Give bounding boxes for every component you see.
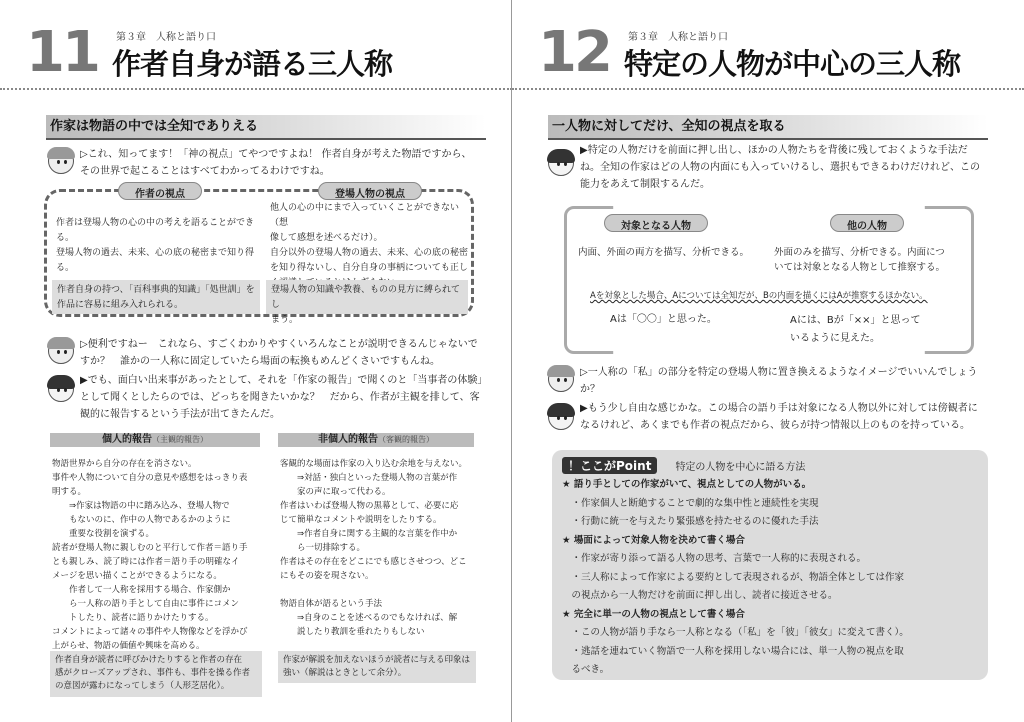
personal-report-line: 読者が登場人物に親しむのと平行して作者＝語り手 xyxy=(52,543,248,553)
personal-report-summary: 作者自身が読者に呼びかけたりすると作者の存在 感がクローズアップされ、事件も、事件を操る作者 の意図が露わになってしまう（人形芝居化）。 xyxy=(50,651,262,697)
point-bullet-item: ・行動に統一を与えたり緊張感を持たせるのに優れた手法 xyxy=(562,516,819,527)
author-view-text: 作者は登場人物の心の中の考えを語ることができ る。 登場人物の過去、未来、心の底の秘密まで知り得る。 xyxy=(56,218,255,273)
dotted-divider xyxy=(512,88,1024,90)
impersonal-report-line xyxy=(280,583,476,597)
pill-other-person: 他の人物 xyxy=(830,214,904,232)
pill-character-view: 登場人物の視点 xyxy=(318,182,422,200)
impersonal-report-line: ⇒作者自身に関する主観的な言葉を作中か xyxy=(280,529,458,539)
char-view-text: 他人の心の中にまで入っていくことができない（想 像して感想を述べるだけ）。 自分以外の登場人物の過去、未来、心の底の秘密 を知り得ないし、自分自身の事柄についても正し xyxy=(270,203,469,273)
example-b: Aには、Bが「××」と思って いるように見えた。 xyxy=(790,315,921,344)
example-note: Aを対象とした場合、Aについては全知だが、Bの内面を描くにはAが推察するほかない。 xyxy=(590,291,928,301)
chapter-label: 第３章 人称と語り口 xyxy=(116,32,216,43)
point-header xyxy=(562,457,805,476)
impersonal-report-text xyxy=(280,457,476,639)
impersonal-report-line: 説したり教訓を垂れたりもしない xyxy=(280,627,425,637)
personal-report-text xyxy=(52,457,262,653)
personal-report-header: 個人的報告（主観的報告） xyxy=(50,433,260,447)
personal-report-line: もないのに、作中の人物であるかのように xyxy=(52,515,231,525)
point-bullet-item: るべき。 xyxy=(562,664,610,675)
personal-report-line: コメントによって諸々の事件や人物像などを浮かび xyxy=(52,627,248,637)
point-heading-item: ★ 場面によって対象人物を決めて書く場合 xyxy=(562,534,745,546)
point-bullet-item: ・この人物が語り手なら一人称となる（「私」を「彼」「彼女」に変えて書く）。 xyxy=(562,627,909,638)
author-view-summary: 作者自身の持つ、「百科事典的知識」「処世訓」を 作品に容易に組み入れられる。 xyxy=(52,280,260,314)
impersonal-report-line: ら一切排除する。 xyxy=(280,543,366,553)
dialog-teacher-2: ▶もう少し自由な感じかな。この場合の語り手は対象になる人物以外に対しては傍観者に なるけれど、あくまでも作者の視点だから、彼らが持つ情報以上のものを持っている。 xyxy=(580,403,978,431)
dialog-teacher-1: ▶特定の人物だけを前面に押し出し、ほかの人物たちを背後に残しておくような手法だ ね。全知の作家はどの人物の内面にも入っていけるし、選択もできるわけだけれど、この 能力をあえて制限するんだ。 xyxy=(580,145,980,190)
point-badge: ！ここがPoint xyxy=(562,457,657,474)
page-number: 12 xyxy=(538,20,610,85)
personal-report-line: 作者して一人称を採用する場合、作家側か xyxy=(52,585,231,595)
dialog-student-2: ▷便利ですねー これなら、すごくわかりやすくいろんなことが説明できるんじゃないで すか？ 誰かの一人称に固定していたら場面の転換もめんどくさいですもんね。 xyxy=(80,339,478,367)
point-heading-item: ★ 完全に単一の人物の視点として書く場合 xyxy=(562,608,745,620)
dialog-student-1: ▷これ、知ってます！「神の視点」てやつですよね！ 作者自身が考えた物語ですから、 その世界で起こることはすべてわかってるわけですね。 xyxy=(80,149,472,177)
personal-report-line: 物語世界から自分の存在を消さない。 xyxy=(52,459,197,469)
impersonal-report-summary: 作家が解説を加えないほうが読者に与える印象は 強い（解説はときとして余分）。 xyxy=(278,651,476,683)
point-bullet-item: ・作家個人と断絶することで劇的な集中性と連続性を実現 xyxy=(562,497,819,509)
impersonal-report-line: ⇒対話・独白といった登場人物の言葉が作 xyxy=(280,473,458,483)
impersonal-report-line: 作者はその存在をどこにでも感じさせつつ、どこ xyxy=(280,557,467,567)
right-page xyxy=(512,0,1024,722)
personal-report-line: 上がらせ、物語の価値や興味を高める。 xyxy=(52,641,205,651)
dialog-student-1: ▷一人称の「私」の部分を特定の登場人物に置き換えるようなイメージでいいんでしょう か？ xyxy=(580,367,978,395)
avatar-teacher-icon xyxy=(548,150,574,176)
other-person-text: 外面のみを描写、分析できる。内面につ いては対象となる人物として推察する。 xyxy=(774,247,946,273)
point-bullet-item: ・三人称によって作家による要約として表現されるが、物語全体としては作家 xyxy=(562,571,905,583)
page-title: 作者自身が語る三人称 xyxy=(112,47,393,81)
page-number: 11 xyxy=(26,20,98,85)
impersonal-report-header: 非個人的報告（客観的報告） xyxy=(278,433,474,447)
impersonal-report-line: 作者はいわば登場人物の黒幕として、必要に応 xyxy=(280,501,459,511)
point-bullet-item: ・逃話を連ねていく物語で一人称を採用しない場合には、単一人物の視点を取 xyxy=(562,645,904,657)
pill-target-person: 対象となる人物 xyxy=(604,214,708,232)
impersonal-report-line: 家の声に取って代わる。 xyxy=(280,487,391,497)
page-title: 特定の人物が中心の三人称 xyxy=(624,47,961,81)
impersonal-report-line: 客観的な場面は作家の入り込む余地を与えない。 xyxy=(280,459,468,469)
impersonal-report-line: 物語自体が語るという手法 xyxy=(280,599,383,609)
point-bullet-item: ・作家が寄り添って語る人物の思考、言葉で一人称的に表現される。 xyxy=(562,553,867,564)
personal-report-line: トしたり、読者に語りかけたりする。 xyxy=(52,613,214,623)
dotted-divider xyxy=(0,88,512,90)
section-heading: 作家は物語の中では全知でありえる xyxy=(46,115,486,140)
section-heading: 一人物に対してだけ、全知の視点を取る xyxy=(548,115,988,140)
personal-report-line: ⇒作家は物語の中に踏み込み、登場人物で xyxy=(52,501,230,511)
personal-report-line: 重要な役割を演ずる。 xyxy=(52,529,155,539)
impersonal-report-line: ⇒自身のことを述べるのでもなければ、解 xyxy=(280,613,458,623)
avatar-teacher-icon xyxy=(48,376,74,402)
personal-report-line: 事件や人物について自分の意見や感想をはっきり表 xyxy=(52,473,248,483)
personal-report-line: とも親しみ、読了時には作者＝語り手の明確なイ xyxy=(52,557,240,567)
dialog-teacher-1: ▶でも、面白い出来事があったとして、それを「作家の報告」で聞くのと「当事者の体験」 として聞くとしたらのでは、どっちを聞きたいかな？ だから、作者が主観を排して、客 観的に報告するという手法が出てきたんだ。 xyxy=(80,375,488,420)
example-a: Aは「〇〇」と思った。 xyxy=(610,314,717,325)
point-heading-item: ★ 語り手としての作家がいて、視点としての人物がいる。 xyxy=(562,479,812,490)
chapter-label: 第３章 人称と語り口 xyxy=(628,32,728,43)
point-list xyxy=(562,476,982,680)
personal-report-line: 明する。 xyxy=(52,487,87,497)
impersonal-report-line: にもその姿を現さない。 xyxy=(280,571,374,581)
point-title: 特定の人物を中心に語る方法 xyxy=(675,462,806,473)
impersonal-report-line: じて簡単なコメントや説明をしたりする。 xyxy=(280,515,442,525)
avatar-teacher-icon xyxy=(548,404,574,430)
avatar-student-icon xyxy=(48,148,74,174)
pill-author-view: 作者の視点 xyxy=(118,182,202,200)
personal-report-line: ら一人称の語り手として自由に事件にコメン xyxy=(52,599,240,609)
personal-report-line: メージを思い描くことができるようになる。 xyxy=(52,571,222,581)
char-view-summary: 登場人物の知識や教養、ものの見方に縛られてし まう。 xyxy=(266,280,468,314)
avatar-student-icon xyxy=(48,338,74,364)
avatar-student-icon xyxy=(548,366,574,392)
point-bullet-item: の視点から一人物だけを前面に押し出し、読者に接近させる。 xyxy=(562,590,838,601)
target-person-text: 内面、外面の両方を描写、分析できる。 xyxy=(578,247,750,258)
